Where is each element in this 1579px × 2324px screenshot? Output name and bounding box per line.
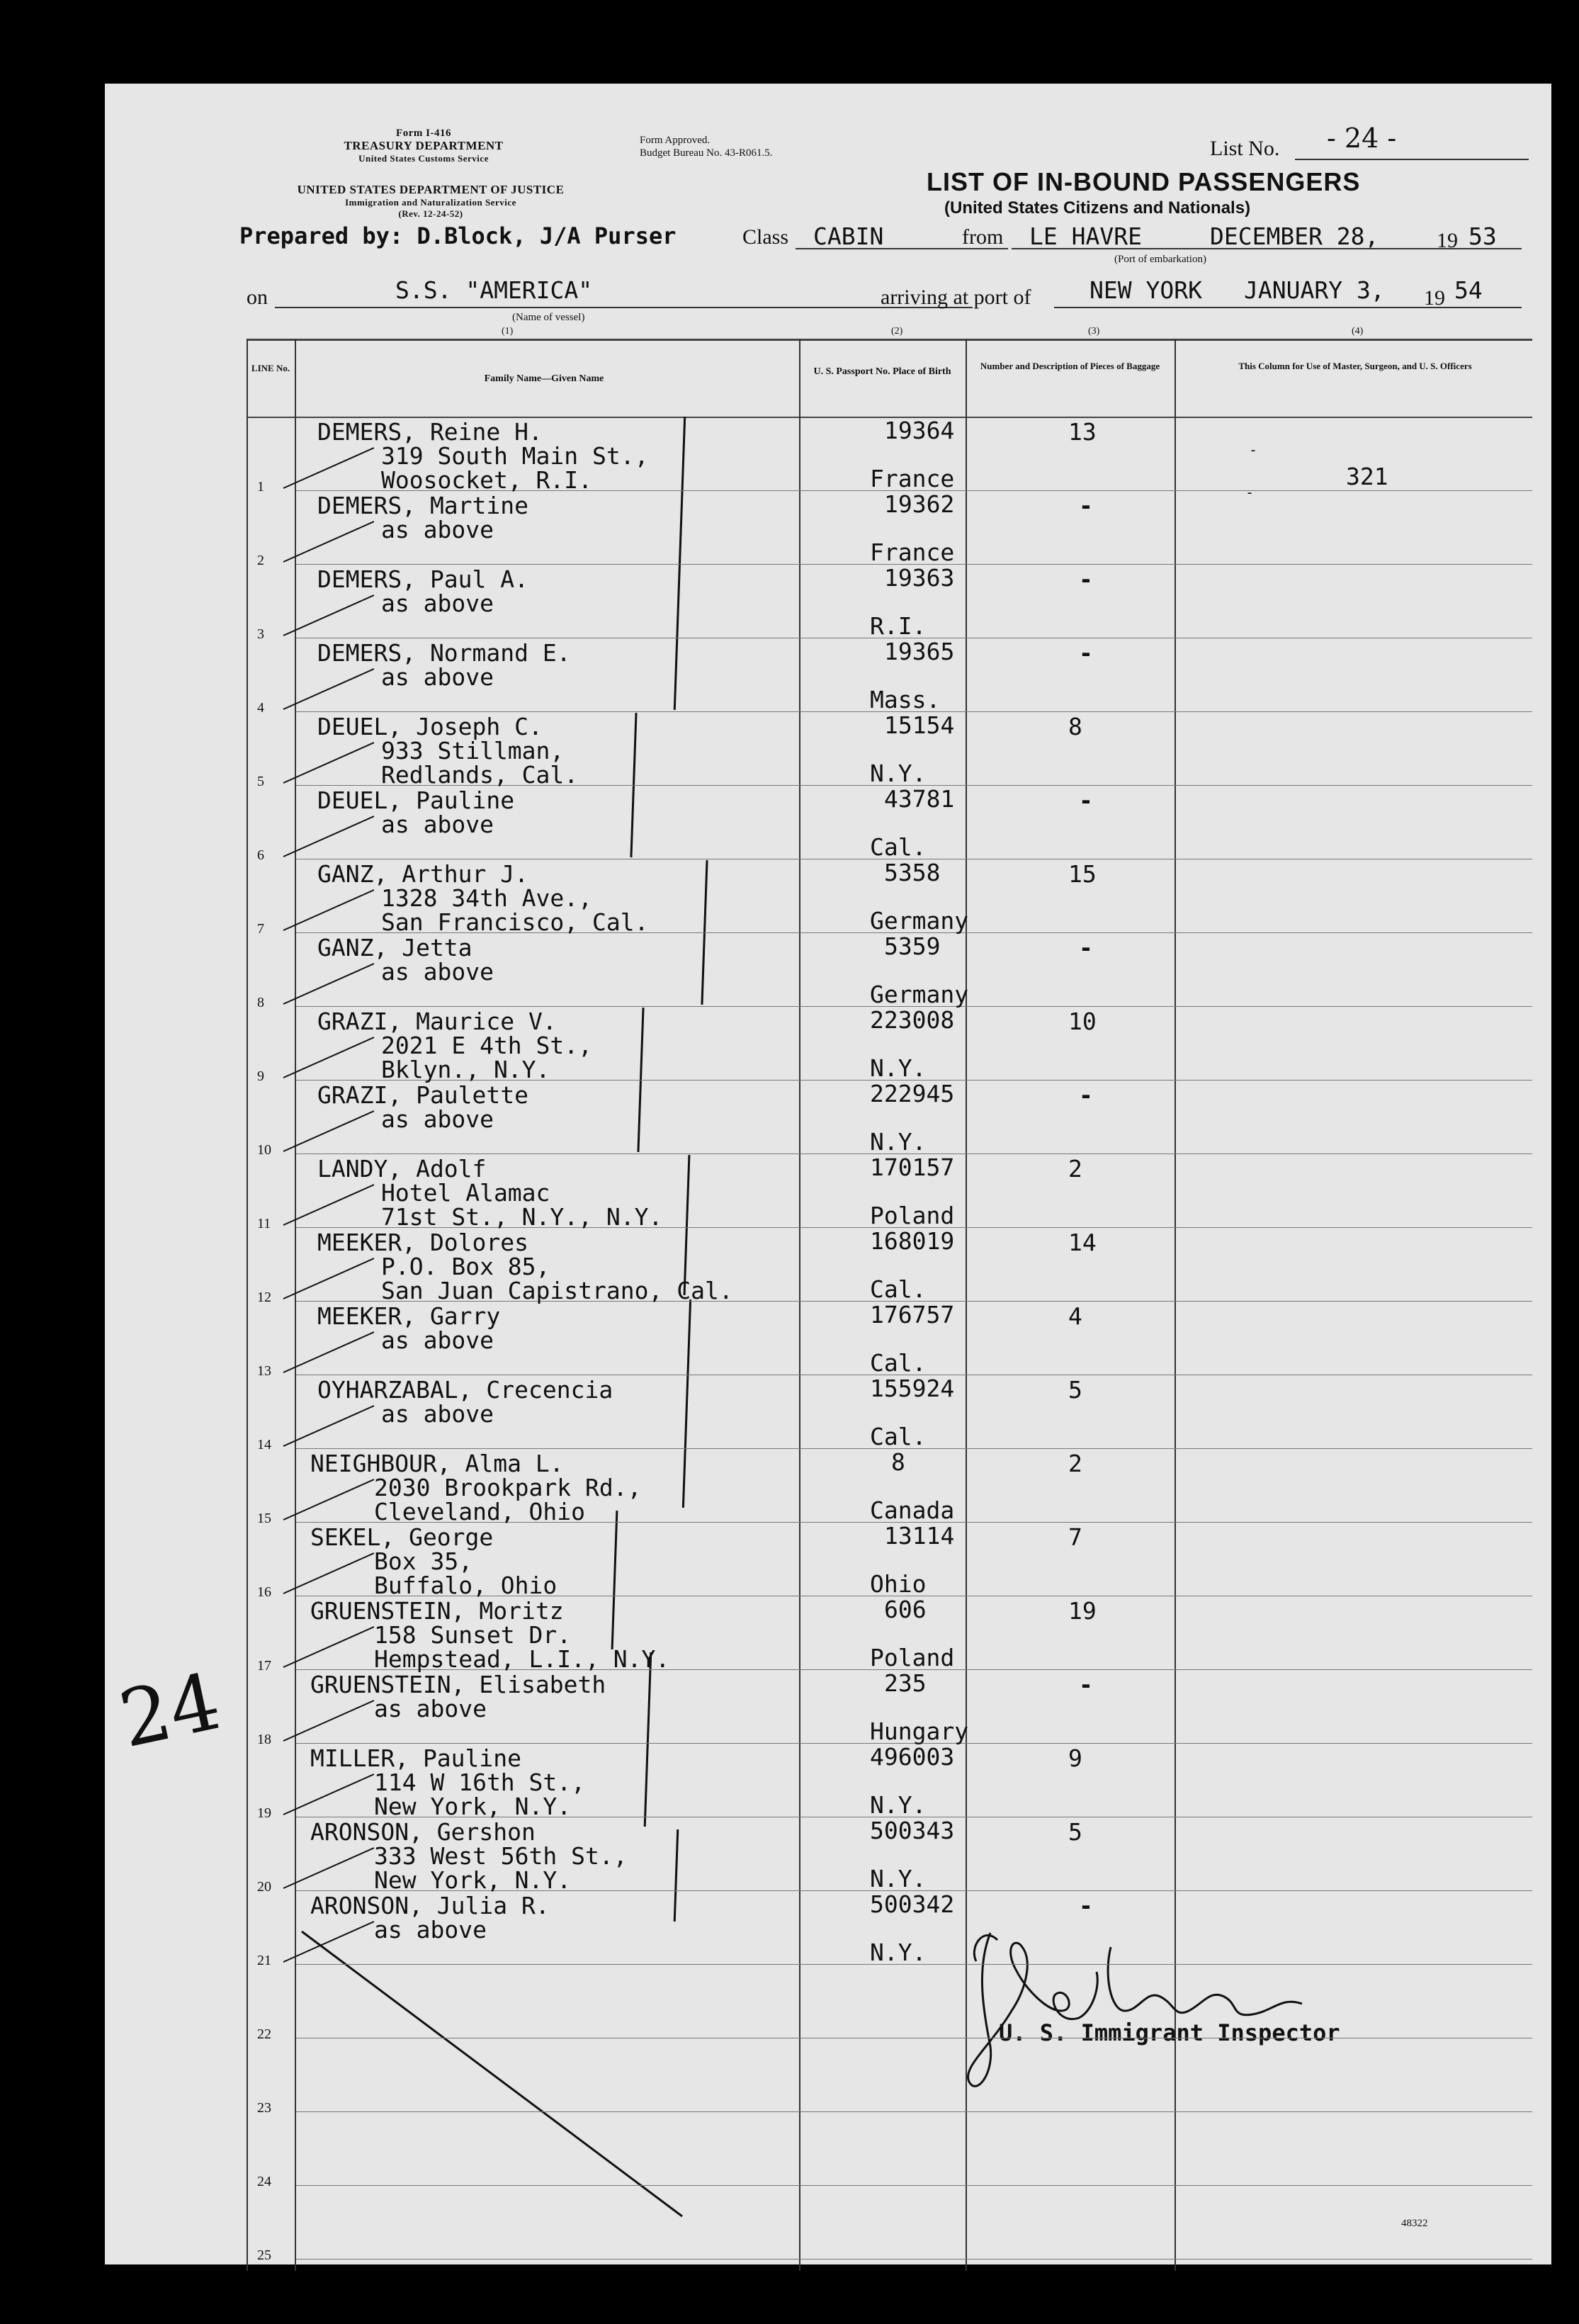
baggage-count: 8 — [1068, 713, 1082, 740]
place-of-birth: R.I. — [870, 612, 927, 640]
passenger-address-1: as above — [381, 958, 494, 986]
passenger-address-1: 319 South Main St., — [381, 442, 649, 470]
check-tick-mark — [283, 1626, 375, 1668]
baggage-count: - — [1079, 565, 1093, 593]
col-num-4: (4) — [1352, 326, 1364, 337]
check-tick-mark — [283, 447, 375, 489]
line-number: 11 — [257, 1216, 271, 1231]
baggage-count: - — [1079, 1892, 1093, 1919]
pencil-bracket-line — [684, 1155, 691, 1295]
budget-bureau: Budget Bureau No. 43-R061.5. — [640, 147, 773, 159]
passenger-name: DEUEL, Joseph C. — [317, 713, 543, 740]
arrival-date: JANUARY 3, — [1244, 276, 1385, 304]
check-tick-mark — [283, 1258, 375, 1299]
place-of-birth: Cal. — [870, 1423, 927, 1450]
place-of-birth: Poland — [870, 1202, 955, 1229]
passenger-name: GRUENSTEIN, Moritz — [310, 1597, 564, 1625]
check-tick-mark — [283, 1405, 375, 1447]
passenger-address-2: San Juan Capistrano, Cal. — [381, 1277, 733, 1304]
line-number: 14 — [257, 1437, 271, 1452]
passport-number: 8 — [891, 1448, 905, 1476]
prepared-by: Prepared by: D.Block, J/A Purser — [239, 222, 677, 249]
officer-tick-mark: - — [1249, 441, 1258, 458]
line-number: 9 — [257, 1068, 264, 1084]
embark-port: LE HAVRE — [1029, 222, 1142, 250]
header-baggage: Number and Description of Pieces of Baggage — [980, 361, 1160, 371]
baggage-count: - — [1079, 639, 1093, 667]
passport-number: 5359 — [884, 932, 941, 960]
line-number: 19 — [257, 1805, 271, 1821]
line-number: 4 — [257, 700, 264, 716]
passenger-name: ARONSON, Julia R. — [310, 1892, 550, 1919]
place-of-birth: Cal. — [870, 1349, 927, 1377]
passenger-address-2: 71st St., N.Y., N.Y. — [381, 1203, 663, 1231]
passenger-address-1: Box 35, — [374, 1547, 473, 1575]
check-tick-mark — [283, 1847, 375, 1889]
passport-number: 19365 — [884, 638, 955, 665]
passenger-address-1: 1328 34th Ave., — [381, 884, 593, 912]
passport-number: 496003 — [870, 1743, 955, 1771]
place-of-birth: Canada — [870, 1496, 955, 1524]
line-number: 3 — [257, 626, 264, 642]
passenger-name: DEMERS, Paul A. — [317, 565, 529, 593]
place-of-birth: Poland — [870, 1644, 955, 1671]
passenger-address-2: Redlands, Cal. — [381, 761, 579, 789]
passenger-address-1: as above — [381, 811, 494, 838]
place-of-birth: N.Y. — [870, 1939, 927, 1966]
passenger-name: OYHARZABAL, Crecencia — [317, 1376, 613, 1404]
line-number: 15 — [257, 1511, 271, 1526]
baggage-count: - — [1079, 1671, 1093, 1698]
place-of-birth: France — [870, 538, 955, 566]
line-number: 17 — [257, 1658, 271, 1674]
baggage-count: 5 — [1068, 1818, 1082, 1846]
baggage-count: 14 — [1068, 1229, 1097, 1256]
check-tick-mark — [283, 1331, 375, 1373]
ins-label: Immigration and Naturalization Service — [345, 197, 516, 208]
list-no-value: - 24 - — [1327, 123, 1397, 154]
baggage-count: 2 — [1068, 1155, 1082, 1183]
baggage-count: 7 — [1068, 1523, 1082, 1551]
form-title: LIST OF IN-BOUND PASSENGERS — [927, 167, 1361, 196]
customs-service: United States Customs Service — [358, 153, 489, 164]
embark-year: 53 — [1468, 222, 1497, 250]
passenger-list-form — [105, 84, 1551, 2264]
port-embark-label: (Port of embarkation) — [1114, 254, 1206, 265]
line-number: 6 — [257, 847, 264, 863]
place-of-birth: N.Y. — [870, 1128, 927, 1156]
pencil-bracket-line — [674, 417, 686, 710]
place-of-birth: Germany — [870, 981, 969, 1008]
check-tick-mark — [283, 1700, 375, 1742]
passenger-name: GRAZI, Paulette — [317, 1081, 529, 1109]
inspector-signature — [948, 1905, 1316, 2110]
list-no-underline — [1295, 159, 1529, 160]
line-number: 12 — [257, 1290, 271, 1305]
baggage-count: 2 — [1068, 1450, 1082, 1477]
check-tick-mark — [283, 1773, 375, 1815]
check-tick-mark — [283, 816, 375, 857]
baggage-count: - — [1079, 1081, 1093, 1109]
passport-number: 19364 — [884, 417, 955, 444]
inspector-label: U. S. Immigrant Inspector — [999, 2019, 1340, 2046]
line-number: 10 — [257, 1142, 271, 1158]
passenger-address-2: Buffalo, Ohio — [374, 1572, 558, 1599]
passenger-address-1: as above — [381, 1326, 494, 1354]
check-tick-mark — [283, 1037, 375, 1078]
officer-note: 321 — [1346, 463, 1388, 490]
header-family-name: Family Name—Given Name — [484, 373, 604, 384]
passenger-address-1: as above — [374, 1916, 487, 1944]
passport-number: 155924 — [870, 1375, 955, 1402]
check-tick-mark — [283, 668, 375, 710]
passenger-address-2: Cleveland, Ohio — [374, 1498, 586, 1525]
row-divider — [296, 2185, 1532, 2186]
passenger-name: MILLER, Pauline — [310, 1744, 522, 1772]
passport-number: 606 — [884, 1596, 927, 1623]
check-tick-mark — [283, 521, 375, 563]
pencil-bracket-line — [611, 1511, 618, 1649]
line-number: 13 — [257, 1363, 271, 1379]
arrival-underline — [1054, 307, 1522, 308]
passenger-address-2: Woosocket, R.I. — [381, 466, 593, 494]
passenger-name: ARONSON, Gershon — [310, 1818, 536, 1846]
passenger-address-1: as above — [381, 663, 494, 691]
col-num-1: (1) — [502, 326, 514, 337]
passenger-address-1: 158 Sunset Dr. — [374, 1621, 572, 1649]
line-number: 7 — [257, 921, 264, 937]
from-label: from — [962, 225, 1004, 249]
line-number: 24 — [257, 2174, 271, 2189]
check-tick-mark — [283, 1552, 375, 1594]
form-id: Form I-416 — [396, 128, 451, 139]
passport-number: 43781 — [884, 785, 955, 813]
name-col-border — [799, 339, 800, 2271]
check-tick-mark — [283, 889, 375, 931]
passenger-name: DEMERS, Normand E. — [317, 639, 571, 667]
passport-number: 5358 — [884, 859, 941, 886]
table-top-border — [247, 339, 1532, 341]
line-number: 16 — [257, 1584, 271, 1600]
baggage-count: - — [1079, 934, 1093, 961]
passenger-address-1: P.O. Box 85, — [381, 1253, 550, 1280]
baggage-count: 5 — [1068, 1376, 1082, 1404]
place-of-birth: Cal. — [870, 833, 927, 861]
passport-number: 168019 — [870, 1227, 955, 1255]
header-officers: This Column for Use of Master, Surgeon, and U. S. Officers — [1238, 361, 1472, 371]
check-tick-mark — [283, 1184, 375, 1226]
vessel-underline — [275, 307, 973, 308]
place-of-birth: Hungary — [870, 1717, 969, 1745]
col-num-2: (2) — [891, 326, 903, 337]
line-number: 22 — [257, 2026, 271, 2042]
list-no-label: List No. — [1210, 137, 1280, 160]
arrival-year: 54 — [1454, 276, 1483, 304]
row-divider — [296, 2111, 1532, 2112]
passenger-name: GRUENSTEIN, Elisabeth — [310, 1671, 606, 1698]
baggage-count: 10 — [1068, 1008, 1097, 1035]
arrival-port: NEW YORK — [1090, 276, 1202, 304]
officer-tick-mark: - — [1245, 484, 1255, 501]
line-number: 21 — [257, 1953, 271, 1968]
line-number: 20 — [257, 1879, 271, 1895]
passport-number: 235 — [884, 1669, 927, 1697]
place-of-birth: N.Y. — [870, 1054, 927, 1082]
passenger-name: DEUEL, Pauline — [317, 786, 515, 814]
passport-number: 19362 — [884, 490, 955, 518]
form-subtitle: (United States Citizens and Nationals) — [944, 198, 1251, 218]
check-tick-mark — [283, 963, 375, 1005]
passenger-address-1: as above — [381, 1105, 494, 1133]
passenger-address-2: Hempstead, L.I., N.Y. — [374, 1645, 670, 1673]
baggage-count: 13 — [1068, 418, 1097, 446]
passenger-name: GANZ, Arthur J. — [317, 860, 529, 888]
passenger-address-1: 114 W 16th St., — [374, 1769, 586, 1796]
passenger-address-1: as above — [374, 1695, 487, 1722]
line-number: 5 — [257, 774, 264, 789]
baggage-count: 4 — [1068, 1302, 1082, 1330]
line-number: 23 — [257, 2100, 271, 2116]
passenger-address-1: 933 Stillman, — [381, 737, 565, 765]
header-passport: U. S. Passport No. Place of Birth — [813, 366, 951, 377]
passport-number: 223008 — [870, 1006, 955, 1034]
passport-number: 222945 — [870, 1080, 955, 1107]
line-number: 25 — [257, 2247, 271, 2263]
passport-number: 500343 — [870, 1817, 955, 1844]
place-of-birth: N.Y. — [870, 760, 927, 787]
class-value: CABIN — [813, 222, 884, 250]
doj-label: UNITED STATES DEPARTMENT OF JUSTICE — [297, 183, 565, 196]
table-left-border — [247, 339, 248, 2271]
footer-code: 48322 — [1401, 2218, 1428, 2229]
passport-number: 176757 — [870, 1301, 955, 1329]
place-of-birth: Ohio — [870, 1570, 927, 1598]
check-tick-mark — [283, 594, 375, 636]
place-of-birth: Germany — [870, 907, 969, 935]
unused-rows-strike — [296, 1926, 693, 2223]
place-of-birth: N.Y. — [870, 1791, 927, 1819]
passport-number: 500342 — [870, 1890, 955, 1918]
line-number: 1 — [257, 479, 264, 495]
passenger-name: GANZ, Jetta — [317, 934, 472, 961]
pencil-bracket-line — [682, 1299, 691, 1508]
passenger-name: SEKEL, George — [310, 1523, 494, 1551]
header-line-no: LINE No. — [251, 363, 290, 373]
passenger-name: MEEKER, Garry — [317, 1302, 501, 1330]
margin-handwritten-mark: 24 — [112, 1655, 228, 1766]
line-number: 8 — [257, 995, 264, 1010]
pencil-bracket-line — [644, 1652, 652, 1827]
passenger-name: MEEKER, Dolores — [317, 1229, 529, 1256]
passenger-name: GRAZI, Maurice V. — [317, 1008, 557, 1035]
place-of-birth: Mass. — [870, 686, 941, 713]
baggage-count: 19 — [1068, 1597, 1097, 1625]
baggage-count: - — [1079, 492, 1093, 519]
line-number: 2 — [257, 553, 264, 568]
passenger-address-1: 2021 E 4th St., — [381, 1032, 593, 1059]
passport-number: 170157 — [870, 1153, 955, 1181]
pencil-bracket-line — [674, 1829, 679, 1922]
baggage-count: - — [1079, 786, 1093, 814]
arrival-year-prefix: 19 — [1424, 286, 1445, 310]
place-of-birth: France — [870, 465, 955, 492]
embark-date: DECEMBER 28, — [1210, 222, 1379, 250]
form-approved: Form Approved. — [640, 135, 711, 146]
baggage-count: 9 — [1068, 1744, 1082, 1772]
baggage-count: 15 — [1068, 860, 1097, 888]
col-num-3: (3) — [1088, 326, 1100, 337]
arriving-label: arriving at port of — [881, 286, 1031, 309]
passenger-address-2: New York, N.Y. — [374, 1793, 572, 1820]
class-label: Class — [742, 225, 789, 249]
passport-number: 19363 — [884, 564, 955, 592]
treasury-dept: TREASURY DEPARTMENT — [344, 139, 504, 152]
vessel-label: (Name of vessel) — [512, 312, 585, 323]
passenger-name: DEMERS, Martine — [317, 492, 529, 519]
passenger-address-2: San Francisco, Cal. — [381, 908, 649, 936]
passenger-address-1: 333 West 56th St., — [374, 1842, 628, 1870]
row-divider — [296, 2259, 1532, 2260]
place-of-birth: N.Y. — [870, 1865, 927, 1893]
passenger-address-1: as above — [381, 590, 494, 617]
check-tick-mark — [283, 1479, 375, 1521]
passenger-address-1: Hotel Alamac — [381, 1179, 550, 1207]
on-label: on — [247, 286, 268, 309]
passenger-address-1: as above — [381, 1400, 494, 1428]
passport-number: 15154 — [884, 711, 955, 739]
place-of-birth: Cal. — [870, 1275, 927, 1303]
passenger-name: NEIGHBOUR, Alma L. — [310, 1450, 564, 1477]
check-tick-mark — [283, 742, 375, 784]
embark-year-prefix: 19 — [1437, 229, 1458, 252]
line-number: 18 — [257, 1732, 271, 1747]
passenger-name: DEMERS, Reine H. — [317, 418, 543, 446]
check-tick-mark — [283, 1110, 375, 1152]
passenger-address-2: New York, N.Y. — [374, 1866, 572, 1894]
rev-label: (Rev. 12-24-52) — [398, 208, 463, 219]
passenger-name: LANDY, Adolf — [317, 1155, 487, 1183]
vessel-name: S.S. "AMERICA" — [395, 276, 593, 304]
passenger-address-2: Bklyn., N.Y. — [381, 1056, 550, 1083]
passenger-address-1: 2030 Brookpark Rd., — [374, 1474, 642, 1501]
passenger-address-1: as above — [381, 516, 494, 543]
passport-number: 13114 — [884, 1522, 955, 1550]
